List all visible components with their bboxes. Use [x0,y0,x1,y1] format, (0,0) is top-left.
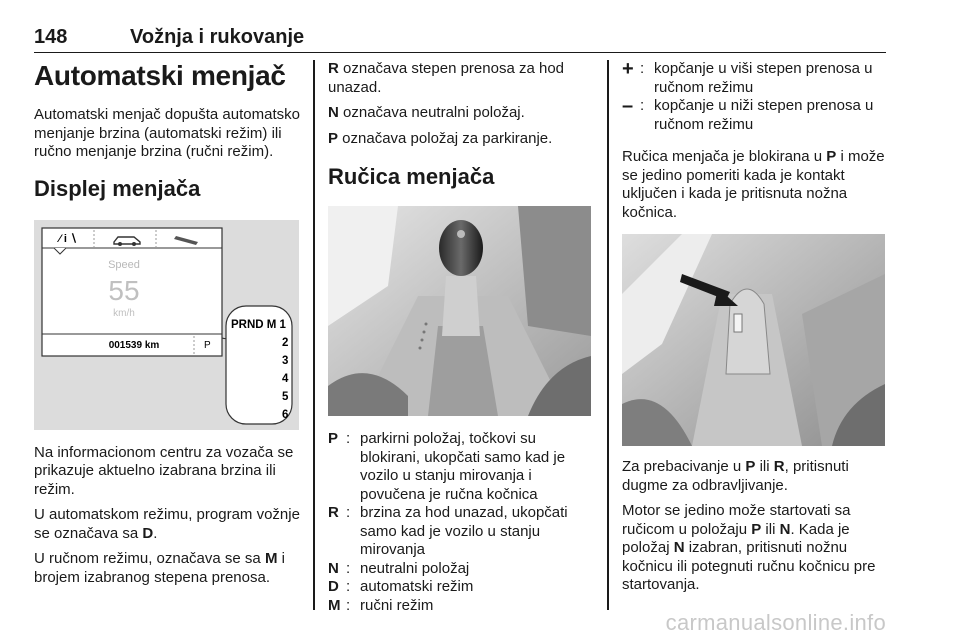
engine-start-paragraph: Motor se jedino može startovati sa ručicom u položaju P ili N. Kada je položaj N izabran, pritisnuti nožnu kočnicu ili potegnuti ručnu kočnicu pre startovanja. [622,502,876,593]
legend-item-plus: + : kopčanje u viši stepen prenosa u ručnom režimu [622,58,873,96]
column-divider [313,60,315,610]
odometer-reading: 001539 km [108,339,160,351]
display-illustration [34,220,299,430]
chapter-title: Automatski menjač [34,60,286,91]
legend-item-minus: – : kopčanje u niži stepen prenosa u ručnom režimu [622,95,874,133]
speed-value: 55 [108,274,140,306]
gear-callout-4: 4 [282,372,289,385]
gear-position-legend [328,430,596,615]
info-center-paragraph: Na informacionom centru za vozača se prikazuje aktuelno izabrana brzina ili režim. [34,443,294,498]
legend-item-d: D : automatski režim [328,578,474,595]
column-2 [328,60,596,615]
automatic-mode-paragraph: U automatskom režimu, program vožnje se označava sa D. [34,506,300,542]
gear-callout-header: PRND M 1 [231,318,286,331]
speed-unit: km/h [113,307,135,319]
gear-callout-5: 5 [282,390,289,403]
page-header [34,22,886,53]
legend-item-n: N : neutralni položaj [328,559,470,577]
page-number: 148 [34,26,68,48]
release-button-illustration [622,234,885,446]
lever-locked-paragraph: Ručica menjača je blokirana u P i može se jedino pomeriti kada je kontakt uključen i kada je pritisnuta nožna kočnica. [622,148,885,221]
neutral-description: N označava neutralni položaj. [328,104,525,121]
intro-paragraph: Automatski menjač dopušta automatsko menjanje brzina (automatski režim) ili ručno menjanje brzina (ručni režim). [34,106,300,160]
wrench-info-icon: ⁄ i ∖ [58,232,78,245]
gear-lever-illustration [328,206,591,416]
gear-callout-2: 2 [282,336,289,349]
gear-callout-6: 6 [282,408,289,421]
display-heading: Displej menjača [34,175,201,201]
section-title: Vožnja i rukovanje [130,26,305,48]
speed-label: Speed [108,258,140,271]
gear-callout-3: 3 [282,354,289,367]
manual-mode-paragraph: U ručnom režimu, označava se sa M i brojem izabranog stepena prenosa. [34,550,285,586]
legend-item-p: P : parkirni položaj, točkovi su blokirani, ukopčati samo kad je vozilo u stanju mirovanja i povučena je ručna kočnica [328,430,566,503]
selector-lever-photo [328,206,591,416]
column-3 [622,60,886,602]
plus-icon: + [622,58,634,80]
release-button-photo [622,234,885,446]
gear-indicator: P [204,339,211,351]
release-button-paragraph: Za prebacivanje u P ili R, pritisnuti dugme za odbravljivanje. [622,458,849,494]
watermark: carmanualsonline.info [665,610,886,635]
legend-item-m: M : ručni režim [328,596,434,614]
minus-icon: – [622,95,634,117]
transmission-display-figure [34,220,299,430]
reverse-description: R označava stepen prenosa za hod unazad. [328,60,565,96]
selector-lever-heading: Ručica menjača [328,164,495,189]
column-divider [607,60,609,610]
column-1 [34,60,300,594]
park-description: P označava položaj za parkiranje. [328,129,553,147]
legend-item-r: R : brzina za hod unazad, ukopčati samo kad je vozilo u stanju mirovanja [328,504,568,558]
